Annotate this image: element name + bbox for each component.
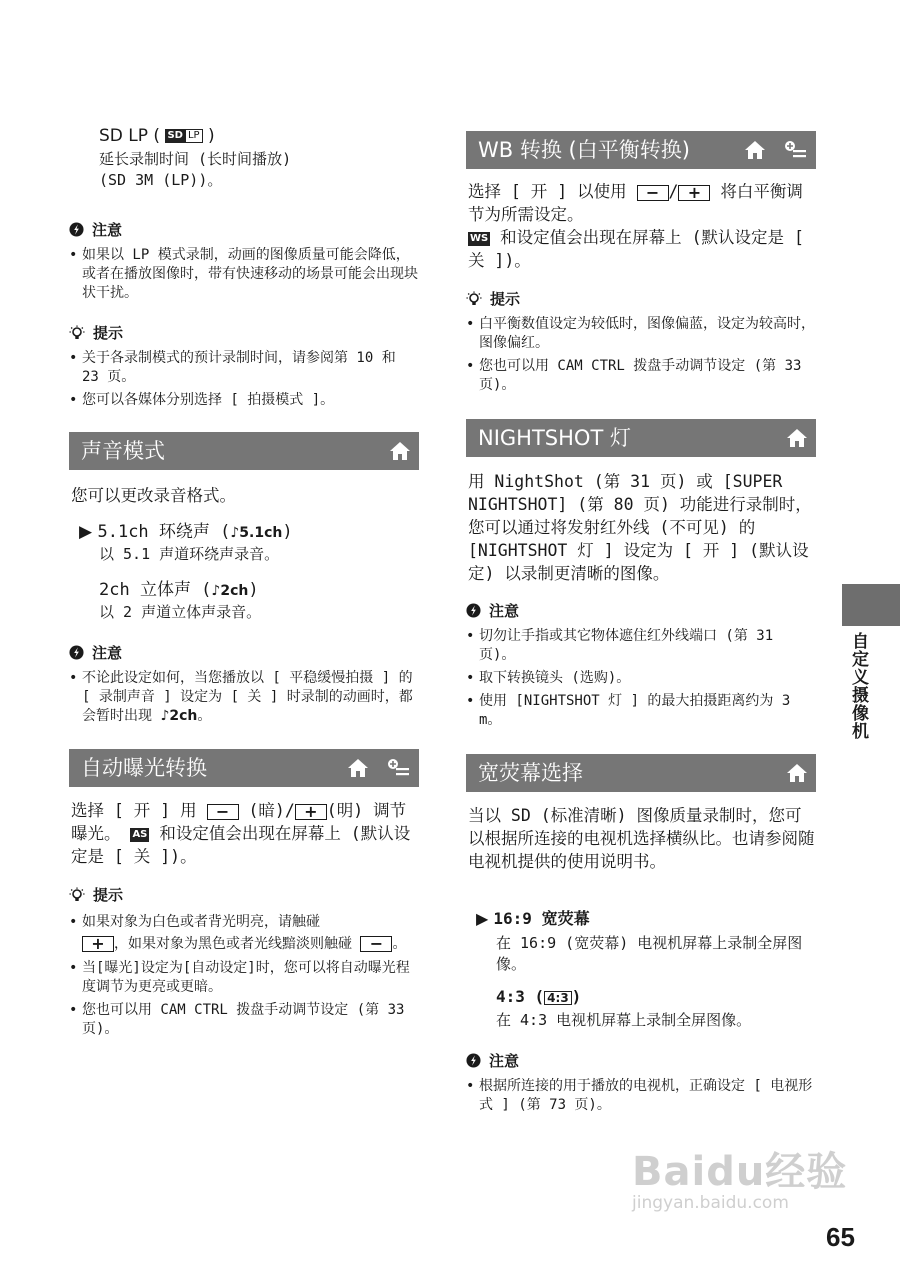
nightshot-paragraph: 用 NightShot (第 31 页) 或 [SUPER NIGHTSHOT] (第 80 页) 功能进行录制时，您可以通过将发射红外线 (不可见) 的 [NIGHTSHOT 灯 ] 设定为 [ 开 ] (默认设定) 以录制更清晰的图像。	[468, 472, 812, 583]
home-icon	[389, 441, 411, 461]
caution-icon	[69, 222, 84, 237]
wide-option-16-9: ▶ 16:9 宽荧幕 在 16:9 (宽荧幕) 电视机屏幕上录制全屏图像。	[476, 906, 816, 975]
note-heading: 注意	[69, 642, 419, 663]
home-icon	[744, 140, 766, 160]
lightbulb-icon	[466, 291, 482, 307]
white-balance-shift-badge-icon: WS	[470, 232, 489, 244]
note-block-wide	[466, 1050, 816, 1119]
sound-intro: 您可以更改录音格式。	[71, 486, 236, 505]
page-number: 65	[826, 1222, 855, 1252]
lp-option-title: SD LP ( SD LP )	[99, 126, 215, 146]
tip-item: • 您也可以用 CAM CTRL 拨盘手动调节设定 (第 33 页)。	[69, 1001, 419, 1039]
option-menu-icon	[387, 758, 411, 778]
tip-item: • 关于各录制模式的预计录制时间，请参阅第 10 和 23 页。	[69, 349, 419, 387]
surround-5-1ch-icon: ♪5.1ch	[230, 525, 283, 541]
note-block-lp	[69, 219, 419, 307]
tip-block-exposure	[69, 884, 419, 1043]
option-desc: 以 5.1 声道环绕声录音。	[99, 545, 280, 563]
chapter-tab-marker	[842, 584, 900, 626]
plus-button-icon: +	[295, 804, 327, 820]
wide-option-4-3: 4:3 ( 4:3 ) 在 4:3 电视机屏幕上录制全屏图像。	[496, 987, 816, 1031]
lightbulb-icon	[69, 887, 85, 903]
auto-shift-badge-icon: AS	[132, 828, 148, 840]
section-header-wide-select: 宽荧幕选择	[466, 754, 816, 792]
watermark-brand: Baidu经验	[632, 1149, 848, 1195]
note-item: • 不论此设定如何，当您播放以 [ 平稳缓慢拍摄 ] 的 [ 录制声音 ] 设定为 [ 关 ] 时录制的动画时，都会暂时出现 ♪2ch。	[69, 669, 419, 726]
section-header-white-balance: WB 转换 (白平衡转换)	[466, 131, 816, 169]
plus-button-icon: +	[678, 185, 710, 201]
sound-option-2ch: 2ch 立体声 (♪2ch) 以 2 声道立体声录音。	[99, 575, 419, 623]
note-item: • 如果以 LP 模式录制，动画的图像质量可能会降低，或者在播放图像时，带有快速移动的场景可能会出现块状干扰。	[69, 246, 419, 303]
stereo-2ch-icon: ♪2ch	[160, 708, 198, 724]
tip-heading: 提示	[466, 288, 816, 309]
lp-option	[99, 126, 419, 191]
minus-button-icon: −	[360, 936, 392, 952]
watermark-url: jingyan.baidu.com	[632, 1193, 789, 1213]
home-icon	[347, 758, 369, 778]
note-heading: 注意	[466, 600, 816, 621]
note-item: • 取下转换镜头 (选购)。	[466, 669, 816, 688]
caution-icon	[69, 645, 84, 660]
default-arrow-icon: ▶	[79, 522, 93, 542]
option-desc: 以 2 声道立体声录音。	[99, 603, 262, 621]
note-item: • 切勿让手指或其它物体遮住红外线端口 (第 31 页)。	[466, 627, 816, 665]
option-desc: 在 4:3 电视机屏幕上录制全屏图像。	[496, 1011, 752, 1029]
note-item: • 根据所连接的用于播放的电视机，正确设定 [ 电视形式 ] (第 73 页)。	[466, 1077, 816, 1115]
section-header-sound-mode: 声音模式	[69, 432, 419, 470]
option-menu-icon	[784, 140, 808, 160]
tip-item: • 当[曝光]设定为[自动设定]时，您可以将自动曝光程度调节为更亮或更暗。	[69, 959, 419, 997]
note-block-sound	[69, 642, 419, 730]
tip-item: • 白平衡数值设定为较低时，图像偏蓝，设定为较高时，图像偏红。	[466, 315, 816, 353]
lp-option-desc2: (SD 3M (LP))。	[99, 171, 223, 189]
tip-heading: 提示	[69, 322, 419, 343]
minus-button-icon: −	[207, 804, 239, 820]
caution-icon	[466, 1053, 481, 1068]
tip-heading: 提示	[69, 884, 419, 905]
tip-item: • 您也可以用 CAM CTRL 拨盘手动调节设定 (第 33 页)。	[466, 357, 816, 395]
caution-icon	[466, 603, 481, 618]
note-item: • 使用 [NIGHTSHOT 灯 ] 的最大拍摄距离约为 3 m。	[466, 692, 816, 730]
watermark	[632, 1140, 847, 1213]
note-heading: 注意	[466, 1050, 816, 1071]
chapter-tab-label: 自定义摄像机	[848, 632, 868, 740]
default-arrow-icon: ▶	[476, 909, 489, 928]
section-header-nightshot: NIGHTSHOT 灯	[466, 419, 816, 457]
tip-item: • 您可以各媒体分别选择 [ 拍摄模式 ]。	[69, 391, 419, 410]
note-heading: 注意	[69, 219, 419, 240]
wb-paragraph: 选择 [ 开 ] 以使用 − / + 将白平衡调节为所需设定。 WS 和设定值会出现在屏幕上 (默认设定是 [ 关 ])。	[468, 182, 804, 270]
exposure-paragraph: 选择 [ 开 ] 用 − (暗)/ + (明) 调节曝光。 AS 和设定值会出现在屏幕上 (默认设定是 [ 关 ])。	[71, 801, 411, 866]
sd-badge-icon: SD	[167, 130, 183, 141]
lightbulb-icon	[69, 325, 85, 341]
tip-block-wb	[466, 288, 816, 399]
lp-option-desc: 延长录制时间 (长时间播放)	[99, 150, 292, 168]
sound-option-5-1ch: ▶ 5.1ch 环绕声 (♪5.1ch) 以 5.1 声道环绕声录音。	[79, 517, 419, 565]
plus-button-icon: +	[82, 936, 114, 952]
tip-block-modes	[69, 322, 419, 414]
stereo-2ch-icon: ♪2ch	[211, 583, 249, 599]
lp-badge-icon: LP	[185, 129, 203, 143]
note-block-nightshot	[466, 600, 816, 734]
tip-item: • 如果对象为白色或者背光明亮，请触碰 + ，如果对象为黑色或者光线黯淡则触碰 − 。	[69, 911, 419, 955]
wide-paragraph: 当以 SD (标准清晰) 图像质量录制时，您可以根据所连接的电视机选择横纵比。也请参阅随电视机提供的使用说明书。	[468, 806, 815, 871]
option-desc: 在 16:9 (宽荧幕) 电视机屏幕上录制全屏图像。	[496, 934, 803, 973]
section-header-auto-exposure: 自动曝光转换	[69, 749, 419, 787]
aspect-4-3-icon: 4:3	[544, 991, 572, 1005]
minus-button-icon: −	[637, 185, 669, 201]
home-icon	[786, 428, 808, 448]
home-icon	[786, 763, 808, 783]
